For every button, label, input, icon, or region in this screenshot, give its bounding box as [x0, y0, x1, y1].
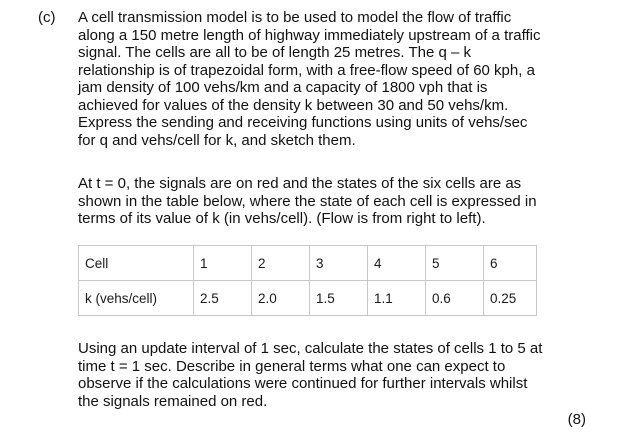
table-cell: 2.0 [252, 281, 310, 316]
table-cell: 1 [194, 246, 252, 281]
table-header-row [79, 246, 537, 281]
question-paragraph-setup [78, 9, 540, 149]
text-line: observe if the calculations were continued for further intervals whilst [78, 375, 528, 392]
text-line: achieved for values of the density k between 30 and 50 vehs/km. [78, 96, 509, 114]
text-line: A cell transmission model is to be used to model the flow of traffic [78, 9, 512, 26]
text-line: jam density of 100 vehs/km and a capacity of 1800 vph that is [78, 79, 488, 96]
table-cell: 0.6 [426, 281, 484, 316]
table-cell: 1.5 [310, 281, 368, 316]
table-cell: 5 [426, 246, 484, 281]
text-line: along a 150 metre length of highway immediately upstream of a traffic [78, 26, 541, 44]
table-cell: 2.5 [194, 281, 252, 316]
text-line: shown in the table below, where the state of each cell is expressed in [78, 192, 537, 210]
question-paragraph-initial-state [78, 175, 537, 228]
table-cell: 0.25 [484, 281, 537, 316]
table-cell: 6 [484, 246, 537, 281]
table-row [79, 281, 537, 316]
table-cell: 4 [368, 246, 426, 281]
text-line: signal. The cells are all to be of length 25 metres. The q – k [78, 44, 472, 61]
question-part-label: (c) [38, 9, 56, 26]
cell-state-table [78, 245, 537, 316]
table-cell: 2 [252, 246, 310, 281]
text-line: Using an update interval of 1 sec, calculate the states of cells 1 to 5 at [78, 340, 543, 357]
marks-allocation: (8) [567, 411, 586, 428]
text-line: the signals remained on red. [78, 392, 268, 410]
question-paragraph-task [78, 340, 542, 410]
text-line: relationship is of trapezoidal form, with a free-flow speed of 60 kph, a [78, 61, 535, 79]
text-line: for q and vehs/cell for k, and sketch them. [78, 131, 356, 149]
table-cell: k (vehs/cell) [79, 281, 194, 316]
text-line: terms of its value of k (in vehs/cell). (Flow is from right to left). [78, 210, 486, 227]
text-line: Express the sending and receiving functions using units of vehs/sec [78, 114, 528, 131]
table-cell: 1.1 [368, 281, 426, 316]
table-cell: Cell [79, 246, 194, 281]
text-line: time t = 1 sec. Describe in general terms what one can expect to [78, 357, 506, 375]
table-cell: 3 [310, 246, 368, 281]
text-line: At t = 0, the signals are on red and the states of the six cells are as [78, 175, 522, 192]
